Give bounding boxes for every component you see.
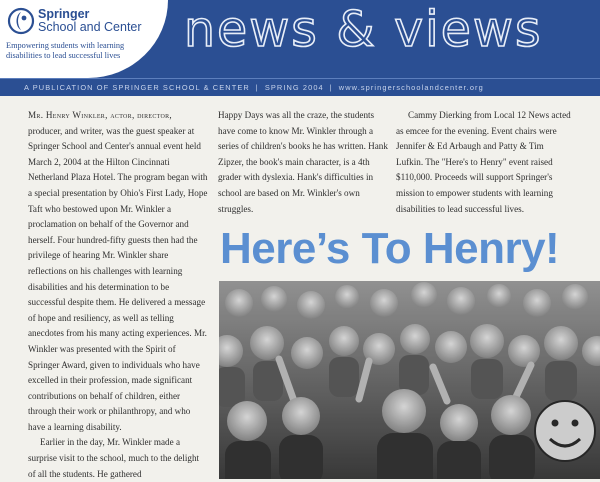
publication-band [0,78,600,96]
publication-info: A PUBLICATION OF SPRINGER SCHOOL & CENTER | SPRING 2004 | www.springerschoolandcenter.org [24,83,484,92]
newsletter-title: news & views [184,1,543,58]
article-headline: Here’s To Henry! [220,224,560,273]
school-name-line1: Springer [38,7,90,21]
article-paragraph-3: Happy Days was all the craze, the students have come to know Mr. Winkler through a series of children's books he has written. Hank Zipzer, the book's main character, is a 4th grader with dyslexia. Hank's difficulties in school are based on Mr. Winkler's own struggles. [218,110,388,214]
school-name [38,8,142,34]
crowd-photo-image [219,281,600,479]
article-lead-in: Mr. Henry Winkler, actor, director, [28,110,173,120]
article-column-3 [396,108,572,217]
issue-date: SPRING 2004 [264,83,324,92]
article-column-2 [218,108,388,217]
website-link[interactable]: www.springerschoolandcenter.org [338,83,484,92]
article-paragraph [28,108,208,435]
springer-swirl-logo-icon [6,6,36,36]
publication-line: A PUBLICATION OF SPRINGER SCHOOL & CENTER [24,83,250,92]
school-name-line2: School and Center [38,20,142,34]
article-paragraph-2: Earlier in the day, Mr. Winkler made a surprise visit to the school, much to the delight of all the students. He gathered [28,437,200,479]
article-column-1 [28,108,208,482]
school-tagline: Empowering students with learning disabilities to lead successful lives [6,41,125,60]
article-paragraph-1: producer, and writer, was the guest speaker at Springer School and Center's annual event held March 2, 2004 at the Hilton Cincinnati Netherland Plaza Hotel. The program began with a special presentation by Ohio's First Lady, Hope Taft who bestowed upon Mr. Winkler a proclamation on behalf of the Governor and herself. Four hundred-fifty guests then had the privilege of hearing Mr. Winkler share reflections on his challenges with learning disabilities and his determination to be successful despite them. He delivered a message of hope and resiliency, as well as telling anecdotes from his many acting experiences. Mr. Winkler was presented with the Spirit of Springer Award, given to individuals who have excelled in their profession, made significant contributions on behalf of children, either through their work or philanthropy, and who have a learning disability. [28,125,208,432]
article-paragraph-4: Cammy Dierking from Local 12 News acted as emcee for the evening. Event chairs were Jennifer & Ed Arbaugh and Patty & Tim Lufkin. The "Here's to Henry" event raised $110,000. Proceeds will support Springer's mission to empower students with learning disabilities to lead successful lives. [396,110,571,214]
logo-panel [0,0,168,78]
masthead [0,0,600,78]
event-photo [219,281,600,479]
